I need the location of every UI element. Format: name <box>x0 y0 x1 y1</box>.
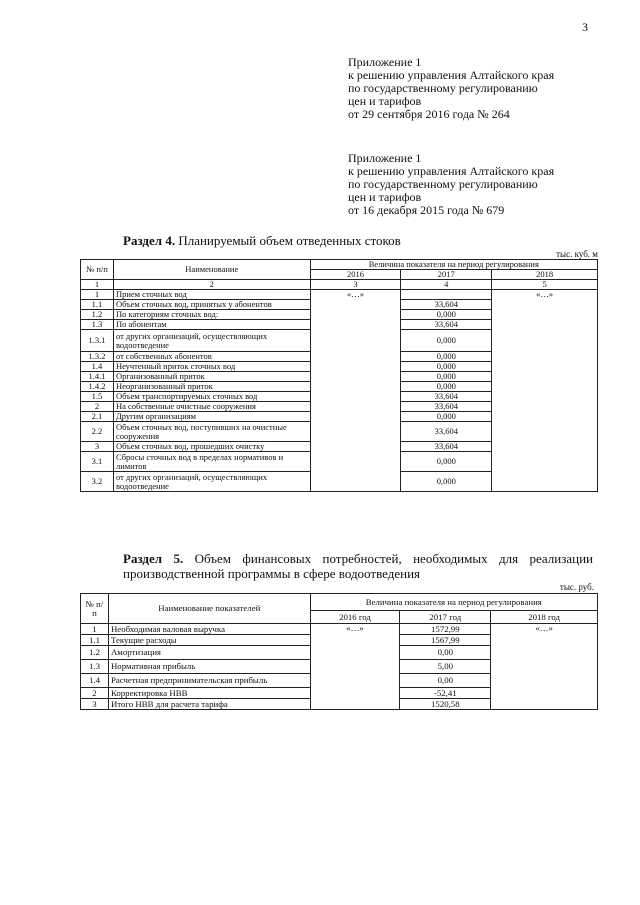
appendix-line: Приложение 1 <box>348 55 422 69</box>
column-number: 2 <box>113 280 310 290</box>
row-num: 1.1 <box>81 635 109 646</box>
value-2017: 33,604 <box>401 402 492 412</box>
appendix-block-1 <box>348 56 554 121</box>
value-2017: 33,604 <box>401 320 492 330</box>
value-2017: 5,00 <box>400 660 491 674</box>
row-num: 1.2 <box>81 646 109 660</box>
header-year: 2018 <box>492 270 598 280</box>
section5-title-bold: Раздел 5. <box>123 551 184 566</box>
value-2016: «…» <box>310 290 401 492</box>
row-name: По абонентам <box>113 320 310 330</box>
value-2017: 0,000 <box>401 310 492 320</box>
column-number: 5 <box>492 280 598 290</box>
value-2017: 0,000 <box>401 362 492 372</box>
section5-unit: тыс. руб. <box>559 582 594 592</box>
section5-title-text: Объем финансовых потребностей, необходимых для реализации производственной программы в сфере водоотведения <box>123 551 593 581</box>
appendix-line: цен и тарифов <box>348 94 422 108</box>
row-name: Прием сточных вод <box>113 290 310 300</box>
row-num: 1.2 <box>81 310 114 320</box>
value-2017: 0,000 <box>401 372 492 382</box>
row-name: Объем сточных вод, поступивших на очистные сооружения <box>113 422 310 442</box>
column-number: 4 <box>401 280 492 290</box>
header-name: Наименование <box>113 260 310 280</box>
appendix-line: по государственному регулированию <box>348 81 538 95</box>
appendix-line: к решению управления Алтайского края <box>348 68 555 82</box>
table-row <box>81 624 598 635</box>
row-num: 1.3 <box>81 320 114 330</box>
value-2017 <box>401 290 492 300</box>
row-num: 3 <box>81 699 109 710</box>
row-num: 3 <box>81 442 114 452</box>
section5-title <box>123 551 593 581</box>
row-name: Текущие расходы <box>108 635 310 646</box>
row-num: 1 <box>81 624 109 635</box>
row-name: Амортизация <box>108 646 310 660</box>
row-name: На собственные очистные сооружения <box>113 402 310 412</box>
header-year: 2016 <box>310 270 401 280</box>
header-num: № п/п <box>81 260 114 280</box>
value-2017: 0,000 <box>401 472 492 492</box>
row-num: 1.1 <box>81 300 114 310</box>
header-name: Наименование показателей <box>108 594 310 624</box>
row-num: 2.1 <box>81 412 114 422</box>
row-name: Объем транспортируемых сточных вод <box>113 392 310 402</box>
row-name: от других организаций, осуществляющих водоотведение <box>113 330 310 352</box>
value-2017: 0,000 <box>401 330 492 352</box>
section5-table <box>80 593 598 710</box>
value-2016: «…» <box>310 624 400 710</box>
value-2018: «…» <box>491 624 598 710</box>
column-number: 3 <box>310 280 401 290</box>
value-2017: 0,00 <box>400 646 491 660</box>
header-year: 2018 год <box>491 611 598 624</box>
value-2017: -52,41 <box>400 688 491 699</box>
row-name: Неучтенный приток сточных вод <box>113 362 310 372</box>
row-name: Расчетная предпринимательская прибыль <box>108 674 310 688</box>
row-name: Корректировка НВВ <box>108 688 310 699</box>
appendix-line: к решению управления Алтайского края <box>348 164 555 178</box>
section4-title-bold: Раздел 4. <box>123 233 176 248</box>
row-name: Нормативная прибыль <box>108 660 310 674</box>
value-2017: 33,604 <box>401 392 492 402</box>
row-name: Необходимая валовая выручка <box>108 624 310 635</box>
value-2017: 1572,99 <box>400 624 491 635</box>
section4-table <box>80 259 598 492</box>
header-year: 2016 год <box>310 611 400 624</box>
row-num: 1.4 <box>81 674 109 688</box>
value-2017: 33,604 <box>401 422 492 442</box>
row-num: 1.5 <box>81 392 114 402</box>
appendix-line: по государственному регулированию <box>348 177 538 191</box>
value-2017: 33,604 <box>401 300 492 310</box>
row-name: Объем сточных вод, прошедших очистку <box>113 442 310 452</box>
header-year: 2017 <box>401 270 492 280</box>
row-name: Сбросы сточных вод в пределах нормативов и лимитов <box>113 452 310 472</box>
row-num: 1.4 <box>81 362 114 372</box>
row-num: 3.1 <box>81 452 114 472</box>
appendix-block-2 <box>348 152 554 217</box>
header-period: Величина показателя на период регулирования <box>310 594 597 611</box>
row-name: Другим организациям <box>113 412 310 422</box>
row-num: 1 <box>81 290 114 300</box>
row-num: 1.4.2 <box>81 382 114 392</box>
value-2017: 0,000 <box>401 382 492 392</box>
row-num: 2.2 <box>81 422 114 442</box>
value-2018: «…» <box>492 290 598 492</box>
appendix-line: Приложение 1 <box>348 151 422 165</box>
section4-title-text: Планируемый объем отведенных стоков <box>175 233 401 248</box>
section4-title <box>123 233 401 249</box>
row-num: 3.2 <box>81 472 114 492</box>
appendix-line: от 29 сентября 2016 года № 264 <box>348 107 510 121</box>
row-num: 2 <box>81 402 114 412</box>
row-name: от собственных абонентов <box>113 352 310 362</box>
value-2017: 0,00 <box>400 674 491 688</box>
row-name: Организованный приток <box>113 372 310 382</box>
header-period: Величина показателя на период регулирования <box>310 260 597 270</box>
row-num: 1.3.1 <box>81 330 114 352</box>
row-name: Объем сточных вод, принятых у абонентов <box>113 300 310 310</box>
row-name: от других организаций, осуществляющих водоотведение <box>113 472 310 492</box>
header-year: 2017 год <box>400 611 491 624</box>
row-name: По категориям сточных вод: <box>113 310 310 320</box>
table-row <box>81 290 598 300</box>
section4-unit: тыс. куб. м <box>556 249 598 259</box>
row-num: 1.3 <box>81 660 109 674</box>
row-name: Неорганизованный приток <box>113 382 310 392</box>
page-number: 3 <box>582 20 588 34</box>
row-num: 2 <box>81 688 109 699</box>
appendix-line: от 16 декабря 2015 года № 679 <box>348 203 505 217</box>
row-num: 1.4.1 <box>81 372 114 382</box>
header-num: № п/ п <box>81 594 109 624</box>
value-2017: 1567,99 <box>400 635 491 646</box>
value-2017: 0,000 <box>401 352 492 362</box>
value-2017: 0,000 <box>401 412 492 422</box>
value-2017: 33,604 <box>401 442 492 452</box>
value-2017: 0,000 <box>401 452 492 472</box>
row-num: 1.3.2 <box>81 352 114 362</box>
column-number: 1 <box>81 280 114 290</box>
appendix-line: цен и тарифов <box>348 190 422 204</box>
row-name: Итого НВВ для расчета тарифа <box>108 699 310 710</box>
value-2017: 1520,58 <box>400 699 491 710</box>
